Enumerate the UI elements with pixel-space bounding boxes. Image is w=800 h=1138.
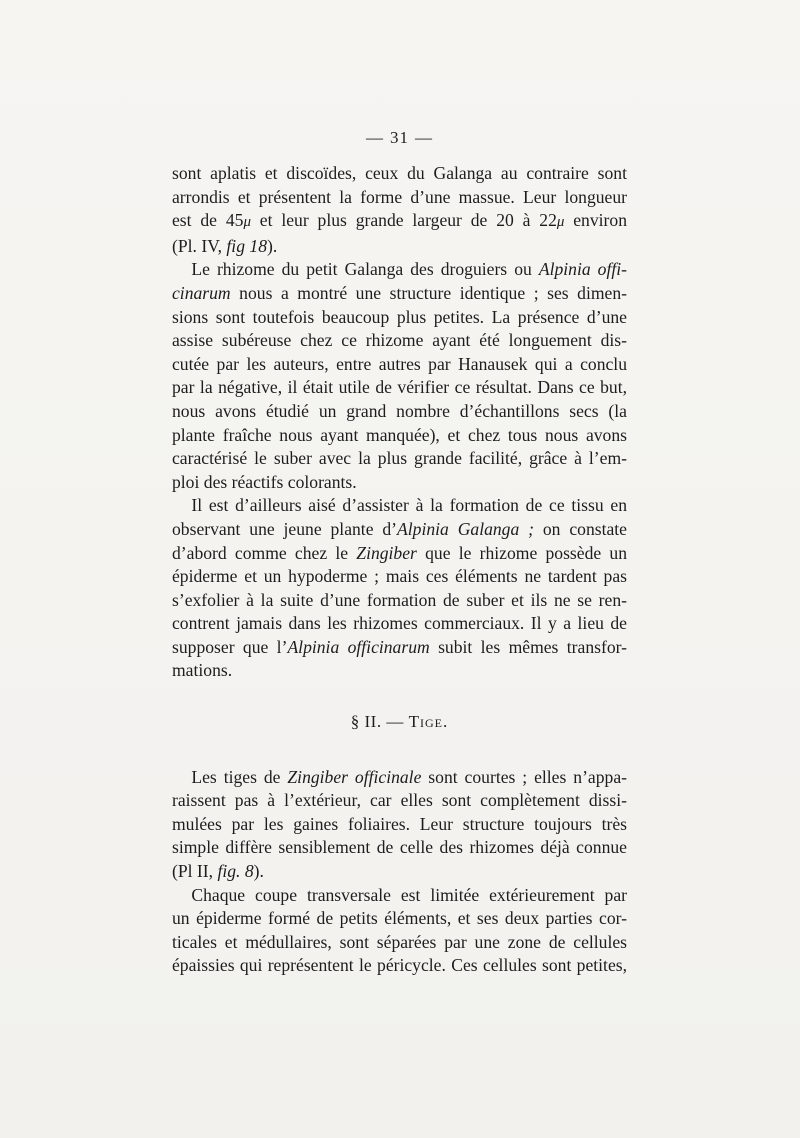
text-line [172, 258, 627, 282]
section-number: § II. — [350, 712, 409, 732]
paragraph-3 [172, 494, 627, 683]
text-run: que le rhizome possède un [416, 542, 627, 563]
text-run: d’abord comme chez le [172, 542, 357, 563]
text-run: sont courtes ; elles n’appa- [421, 766, 627, 787]
text-line [172, 282, 627, 306]
text-line [172, 766, 627, 790]
text-line: s’exfolier à la suite d’une formation de suber et ils ne se ren- [172, 589, 627, 610]
text-line [172, 209, 627, 235]
text-line: Chaque coupe transversale est limitée extérieurement par [191, 884, 627, 905]
text-run: supposer que l’ [172, 636, 288, 657]
text-line: épiderme et un hypoderme ; mais ces éléments ne tardent pas [172, 566, 627, 587]
micron-symbol: μ [243, 214, 251, 231]
text-run: (Pl. IV, [172, 235, 227, 256]
genus-name: Zingiber [356, 542, 417, 563]
text-run: observant une jeune plante d’ [172, 518, 398, 539]
text-line: simple diffère sensiblement de celle des rhizomes déjà connue [172, 837, 627, 858]
text-line: ploi des réactifs colorants. [172, 471, 357, 492]
text-run: Le rhizome du petit Galanga des droguiers ou [191, 259, 539, 280]
text-line: caractérisé le suber avec la plus grande facilité, grâce à l’em- [172, 448, 627, 469]
text-line: épaissies qui représentent le péricycle. Ces cellules sont petites, [172, 955, 627, 976]
figure-reference: fig. 8 [217, 861, 254, 882]
text-run: on constate [534, 518, 627, 539]
text-line [172, 636, 627, 660]
text-run: nous a montré une structure identique ; ses dimen- [230, 282, 627, 303]
species-name: Alpinia officinarum [287, 636, 430, 657]
page-number: — 31 — [366, 128, 433, 147]
text-line: mulées par les gaines foliaires. Leur structure toujours très [172, 813, 627, 834]
text-run: Les tiges de [191, 766, 288, 787]
text-run: environ [564, 210, 627, 231]
text-line: par la négative, il était utile de vérifier ce résultat. Dans ce but, [172, 377, 627, 398]
text-run: (Pl II, [172, 861, 218, 882]
text-line [172, 542, 627, 566]
text-run: est de 45 [172, 210, 244, 231]
text-run: subit les mêmes transfor- [429, 636, 627, 657]
text-line: nous avons étudié un grand nombre d’échantillons secs (la [172, 400, 627, 421]
figure-reference: fig 18 [226, 235, 267, 256]
text-line: arrondis et présentent la forme d’une massue. Leur longueur [172, 186, 627, 207]
paragraph-2 [172, 258, 627, 494]
text-line: Il est d’ailleurs aisé d’assister à la formation de ce tissu en [191, 495, 627, 516]
species-name: Alpinia Galanga ; [397, 518, 535, 539]
paragraph-5 [172, 884, 627, 978]
text-line: sions sont toutefois beaucoup plus petites. La présence d’une [172, 306, 627, 327]
text-line: assise subéreuse chez ce rhizome ayant été longuement dis- [172, 330, 627, 351]
page-number-value: 31 [390, 128, 409, 147]
section-title: Tige. [408, 712, 449, 732]
text-run: ). [253, 861, 264, 882]
text-line: sont aplatis et discoïdes, ceux du Galanga au contraire sont [172, 163, 627, 183]
section-heading [172, 710, 627, 734]
species-name: Alpinia offi- [538, 259, 627, 280]
text-line: mations. [172, 660, 233, 681]
text-line [172, 860, 627, 884]
paragraph-4 [172, 766, 627, 884]
paragraph-1 [172, 162, 627, 258]
text-line: raissent pas à l’extérieur, car elles sont complètement dissi- [172, 790, 627, 811]
micron-symbol: μ [556, 214, 565, 231]
text-line: un épiderme formé de petits éléments, et ses deux parties cor- [172, 908, 627, 929]
text-line: plante fraîche nous ayant manquée), et chez tous nous avons [172, 424, 627, 445]
text-line [172, 518, 627, 542]
text-line: ticales et médullaires, sont séparées par une zone de cellules [172, 931, 627, 952]
text-line: contrent jamais dans les rhizomes commerciaux. Il y a lieu de [172, 613, 627, 634]
text-line: cutée par les auteurs, entre autres par Hanausek qui a conclu [172, 353, 627, 374]
text-run: et leur plus grande largeur de 20 à 22 [250, 210, 557, 231]
page-text-block [172, 128, 627, 978]
text-run: ). [267, 235, 278, 256]
text-line [172, 235, 627, 259]
species-name: Zingiber officinale [287, 766, 422, 787]
species-name: cinarum [172, 282, 231, 303]
